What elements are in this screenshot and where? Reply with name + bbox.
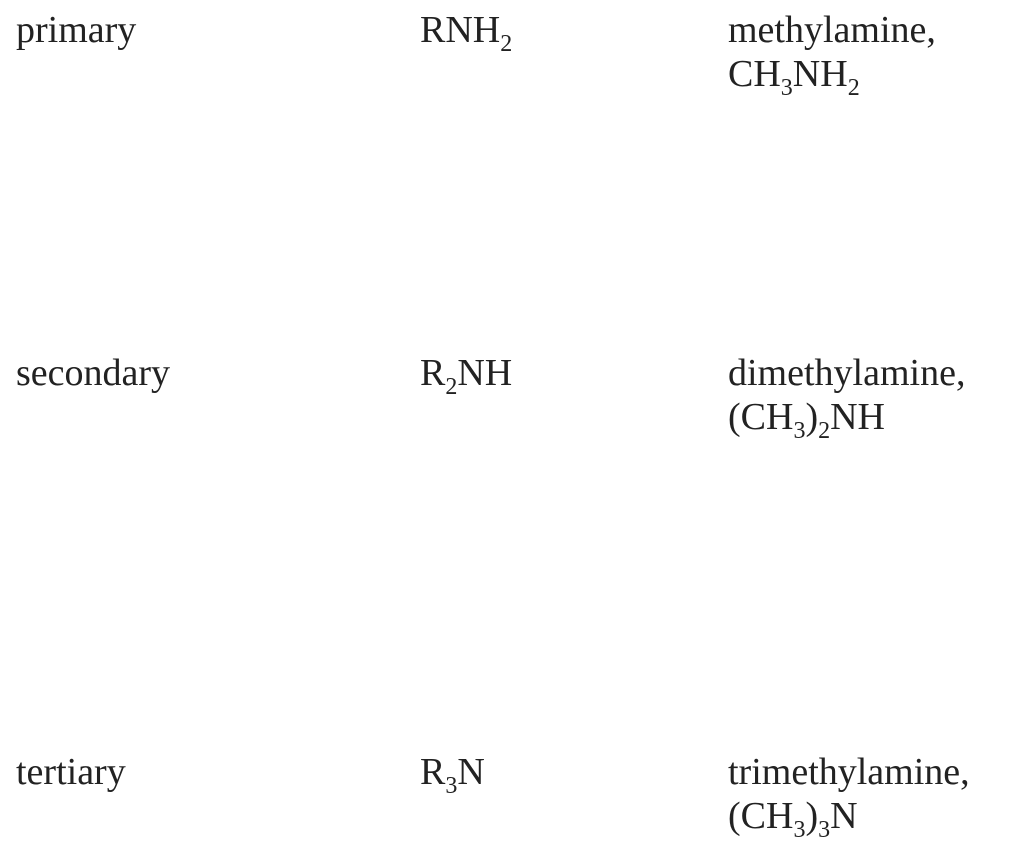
amine-row-tertiary — [0, 742, 1028, 862]
formula-subscript: 3 — [793, 418, 806, 444]
formula-subscript: 3 — [793, 817, 806, 843]
example-formula — [728, 794, 970, 843]
formula-segment: ) — [805, 396, 819, 438]
amine-row-primary — [0, 0, 1028, 120]
general-formula — [420, 750, 485, 799]
formula-subscript: 2 — [818, 418, 831, 444]
general-formula — [420, 8, 513, 57]
amine-row-secondary — [0, 343, 1028, 463]
example-cell — [728, 8, 936, 101]
formula-segment: NH — [457, 352, 513, 394]
example-name: trimethylamine, — [728, 751, 970, 793]
formula-subscript: 3 — [818, 817, 831, 843]
formula-segment: NH — [830, 396, 885, 438]
example-formula — [728, 395, 965, 444]
amine-class-label: secondary — [16, 352, 171, 394]
formula-subscript: 3 — [445, 773, 458, 799]
formula-segment: NH — [792, 53, 848, 95]
example-name: dimethylamine, — [728, 352, 966, 394]
amine-class-label: primary — [16, 9, 137, 51]
formula-segment: N — [457, 751, 485, 793]
example-formula — [728, 52, 936, 101]
formula-subscript: 2 — [847, 75, 860, 101]
general-formula — [420, 351, 513, 400]
formula-segment: (CH — [728, 795, 794, 837]
formula-subscript: 2 — [500, 31, 513, 57]
example-cell — [728, 351, 966, 444]
formula-subscript: 3 — [780, 75, 793, 101]
formula-segment: ) — [805, 795, 819, 837]
formula-segment: N — [830, 795, 858, 837]
formula-segment: RNH — [420, 9, 501, 51]
formula-segment: R — [420, 352, 446, 394]
formula-segment: CH — [728, 53, 781, 95]
amine-class-label: tertiary — [16, 751, 126, 793]
example-cell — [728, 750, 970, 843]
formula-subscript: 2 — [445, 374, 458, 400]
example-name: methylamine, — [728, 9, 936, 51]
formula-segment: R — [420, 751, 446, 793]
formula-segment: (CH — [728, 396, 794, 438]
